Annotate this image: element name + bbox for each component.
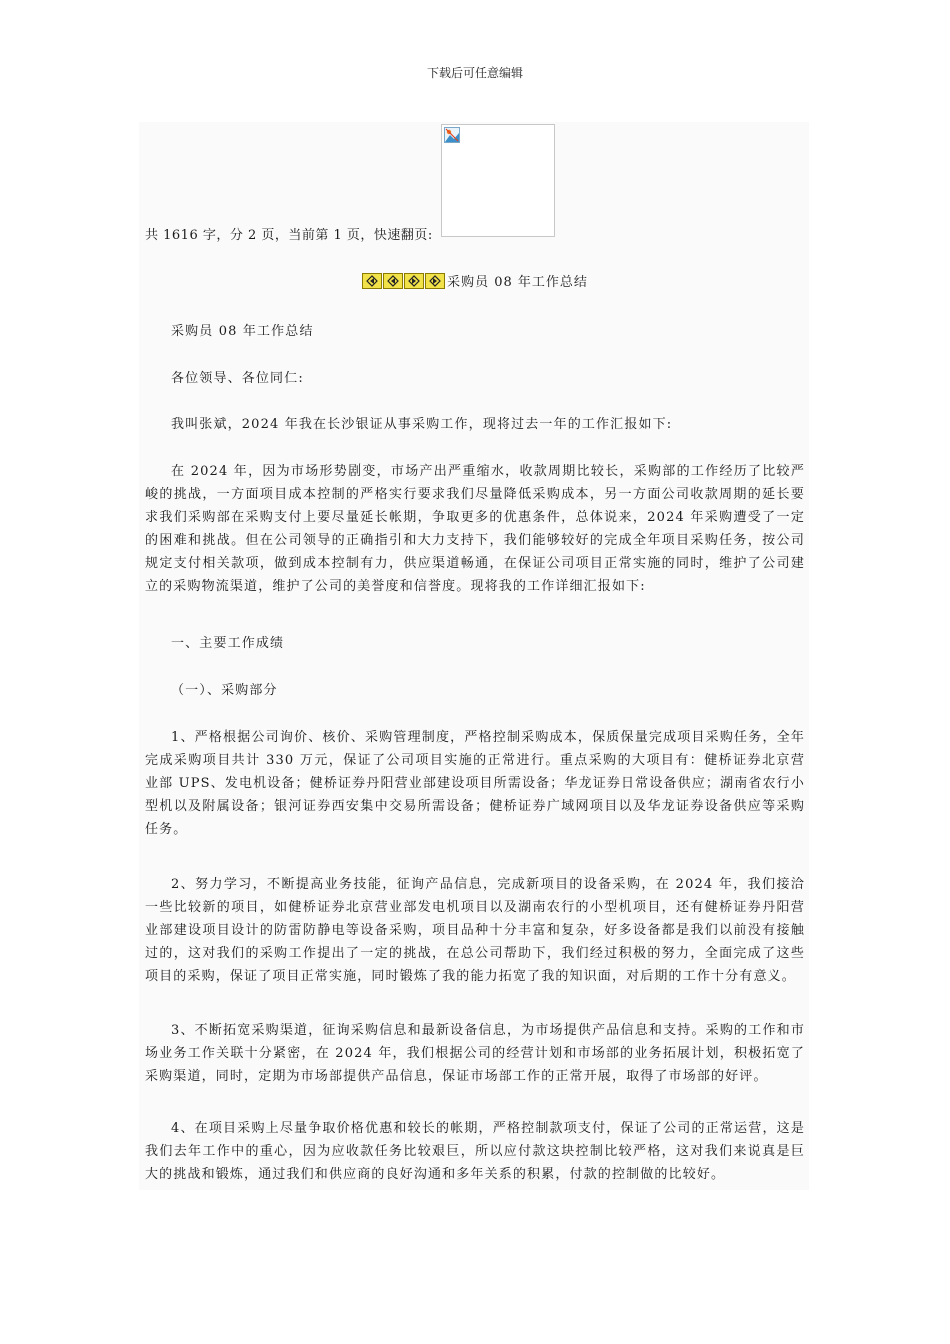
intro-paragraph: 我叫张斌，2024 年我在长沙银证从事采购工作，现将过去一年的工作汇报如下: (171, 417, 673, 432)
list-item: 3、不断拓宽采购渠道，征询采购信息和最新设备信息，为市场提供产品信息和支持。采购的工作和市场业务工作关联十分紧密，在 2024 年，我们根据公司的经营计划和市场部的业务拓展计划，积极拓宽了采购渠道，同时，定期为市场部提供产品信息，保证市场部工作的正常开展，取得了市场部的好评。 (145, 1023, 805, 1084)
section-heading: 一、主要工作成绩 (171, 636, 285, 651)
page-nav-icon[interactable] (362, 273, 382, 289)
overview-paragraph: 在 2024 年，因为市场形势剧变，市场产出严重缩水，收款周期比较长，采购部的工作经历了比较严峻的挑战，一方面项目成本控制的严格实行要求我们尽量降低采购成本，另一方面公司收款周期的延长要求我们采购部在采购支付上要尽量延长帐期，争取更多的优惠条件，总体说来，2024 年采购遭受了一定的困难和挑战。但在公司领导的正确指引和大力支持下，我们能够较好的完成全年项目采购任务，按公司规定支付相关款项，做到成本控制有力，供应渠道畅通，在保证公司项目正常实施的同时，维护了公司建立的采购物流渠道，维护了公司的美誉度和信誉度。现将我的工作详细汇报如下: (145, 464, 805, 594)
nav-title-row (0, 271, 950, 290)
page-nav-buttons (362, 273, 446, 289)
list-item: 4、在项目采购上尽量争取价格优惠和较长的帐期，严格控制款项支付，保证了公司的正常运营，这是我们去年工作中的重心，因为应收款任务比较艰巨，所以应付款这块控制比较严格，这对我们来说真是巨大的挑战和锻炼，通过我们和供应商的良好沟通和多年关系的积累，付款的控制做的比较好。 (145, 1121, 805, 1182)
page-nav-icon[interactable] (383, 273, 403, 289)
doc-heading: 采购员 08 年工作总结 (171, 324, 314, 339)
page-header-note: 下载后可任意编辑 (426, 66, 523, 80)
pager-info: 共 1616 字，分 2 页，当前第 1 页，快速翻页: (145, 228, 433, 243)
subsection-heading: （一）、采购部分 (171, 683, 278, 698)
list-item: 2、努力学习，不断提高业务技能，征询产品信息，完成新项目的设备采购，在 2024 年，我们接洽一些比较新的项目，如健桥证券北京营业部发电机项目以及湖南农行的小型机项目，还有健桥证券丹阳营业部建设项目设计的防雷防静电等设备采购，项目品种十分丰富和复杂，好多设备都是我们以前没有接触过的，这对我们的采购工作提出了一定的挑战，在总公司帮助下，我们经过积极的努力，全面完成了这些项目的采购，保证了项目正常实施，同时锻炼了我的能力拓宽了我的知识面，对后期的工作十分有意义。 (145, 877, 805, 984)
page-nav-icon[interactable] (404, 273, 424, 289)
nav-title: 采购员 08 年工作总结 (447, 275, 588, 290)
list-item: 1、严格根据公司询价、核价、采购管理制度，严格控制采购成本，保质保量完成项目采购任务，全年完成采购项目共计 330 万元，保证了公司项目实施的正常进行。重点采购的大项目有：健桥证券北京营业部 UPS、发电机设备；健桥证券丹阳营业部建设项目所需设备；华龙证券日常设备供应；湖南省农行小型机以及附属设备；银河证券西安集中交易所需设备；健桥证券广域网项目以及华龙证券设备供应等采购任务。 (145, 730, 805, 837)
greeting: 各位领导、各位同仁: (171, 371, 304, 386)
broken-image (441, 124, 555, 237)
broken-image-icon (444, 127, 460, 143)
page-nav-icon[interactable] (425, 273, 445, 289)
